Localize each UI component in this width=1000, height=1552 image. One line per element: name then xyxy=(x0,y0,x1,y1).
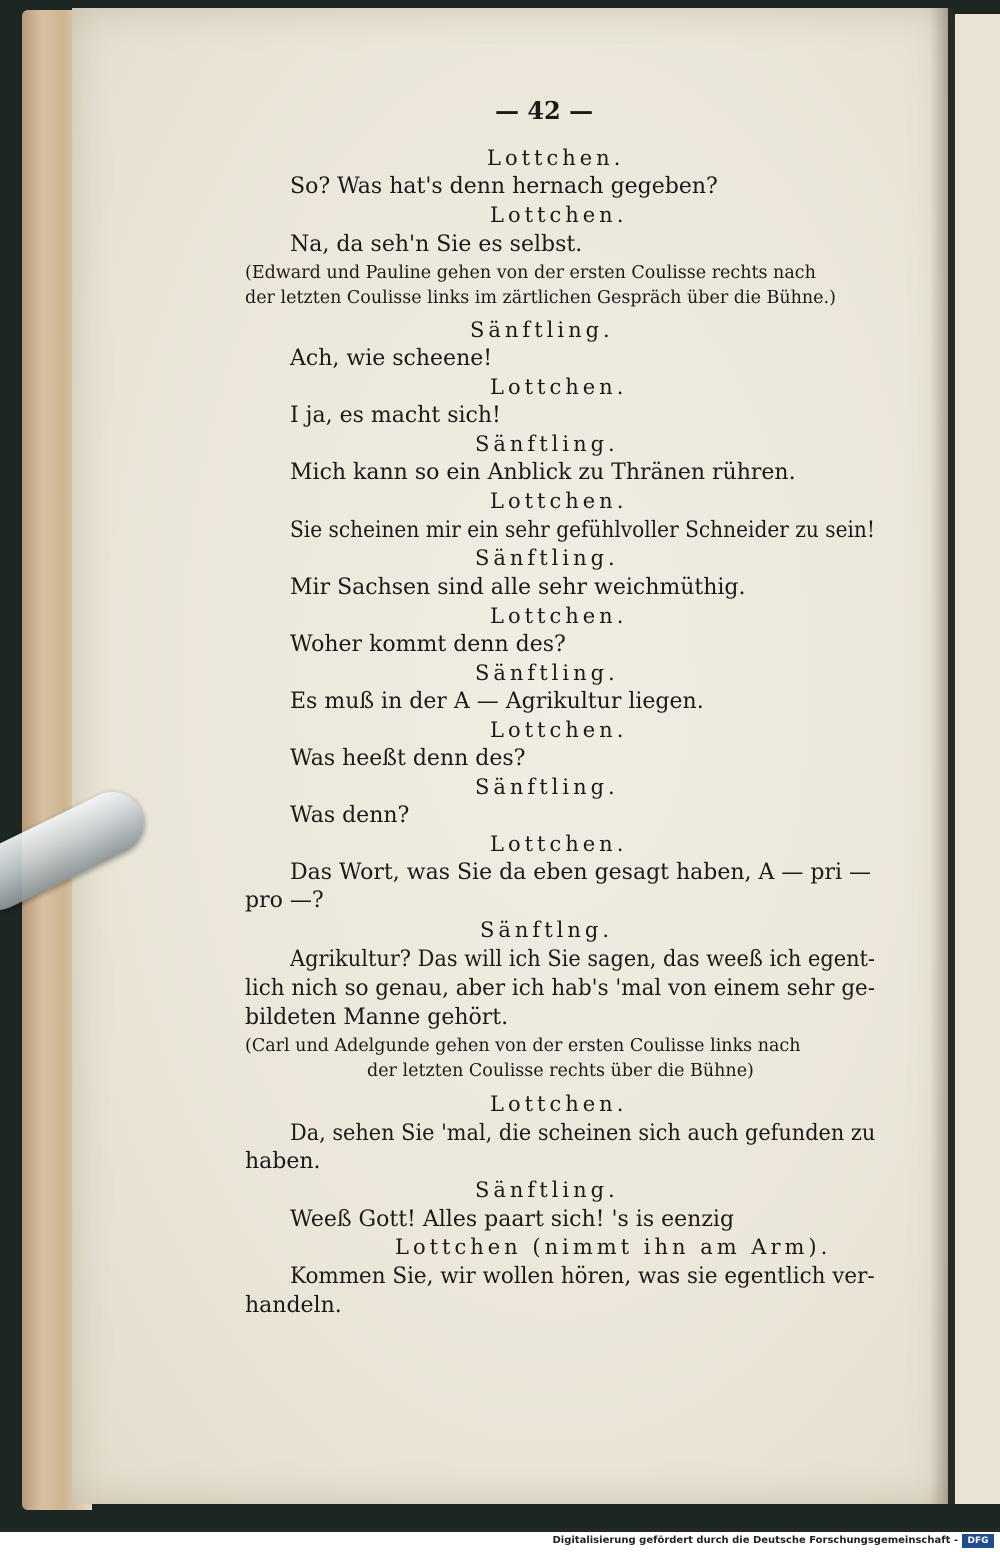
speaker-name: Sänftling. xyxy=(470,318,614,342)
spine-shadow xyxy=(930,8,952,1504)
speech-line: I ja, es macht sich! xyxy=(290,403,501,428)
speaker-name: Lottchen (nimmt ihn am Arm). xyxy=(395,1235,832,1259)
speech-line: Es muß in der A — Agrikultur liegen. xyxy=(290,689,704,714)
speaker-name: Lottchen. xyxy=(490,718,628,742)
speech-line: Na, da seh'n Sie es selbst. xyxy=(290,232,583,257)
speaker-name: Sänftling. xyxy=(475,546,619,570)
speech-line: Das Wort, was Sie da eben gesagt haben, A — pri — xyxy=(290,860,872,885)
speech-line: Ach, wie scheene! xyxy=(290,346,493,371)
speaker-name: Lottchen. xyxy=(490,375,628,399)
speech-line: bildeten Manne gehört. xyxy=(245,1005,509,1030)
speech-line: Was denn? xyxy=(290,803,410,828)
speech-line: haben. xyxy=(245,1149,321,1174)
speaker-name: Sänftling. xyxy=(475,1178,619,1202)
speech-line: Sie scheinen mir ein sehr gefühlvoller Schneider zu sein! xyxy=(290,518,875,543)
speech-line: pro —? xyxy=(245,888,324,913)
stage-direction: (Edward und Pauline gehen von der ersten Coulisse rechts nach xyxy=(245,263,816,283)
stage-direction: (Carl und Adelgunde gehen von der ersten Coulisse links nach xyxy=(245,1036,801,1056)
speaker-name: Lottchen. xyxy=(490,832,628,856)
speaker-name: Sänftling. xyxy=(475,661,619,685)
speaker-name: Lottchen. xyxy=(490,203,628,227)
funding-notice: Digitalisierung gefördert durch die Deutsche Forschungsgemeinschaft - xyxy=(552,1535,958,1546)
speaker-name: Lottchen. xyxy=(487,146,625,170)
speech-line: Woher kommt denn des? xyxy=(290,632,566,657)
speaker-name: Sänftling. xyxy=(475,432,619,456)
speech-line: Da, sehen Sie 'mal, die scheinen sich auch gefunden zu xyxy=(290,1121,876,1146)
stage-direction: der letzten Coulisse links im zärtlichen Gespräch über die Bühne.) xyxy=(245,288,836,308)
stage-direction: der letzten Coulisse rechts über die Bühne) xyxy=(367,1061,754,1081)
speaker-name: Sänftlng. xyxy=(480,918,614,942)
speech-line: Weeß Gott! Alles paart sich! 's is eenzig xyxy=(290,1207,735,1232)
page-number: — 42 — xyxy=(495,96,594,125)
speaker-name: Lottchen. xyxy=(490,1092,628,1116)
dfg-logo[interactable]: DFG xyxy=(962,1534,994,1548)
speaker-name: Sänftling. xyxy=(475,775,619,799)
speech-line: Mir Sachsen sind alle sehr weichmüthig. xyxy=(290,575,746,600)
speech-line: So? Was hat's denn hernach gegeben? xyxy=(290,174,718,199)
speech-line: handeln. xyxy=(245,1293,342,1318)
speaker-name: Lottchen. xyxy=(490,489,628,513)
speech-line: Was heeßt denn des? xyxy=(290,746,526,771)
speech-line: Kommen Sie, wir wollen hören, was sie egentlich ver- xyxy=(290,1264,875,1289)
speech-line: Mich kann so ein Anblick zu Thränen rühren. xyxy=(290,460,796,485)
footer-bar xyxy=(0,1532,1000,1552)
speaker-name: Lottchen. xyxy=(490,604,628,628)
speech-line: Agrikultur? Das will ich Sie sagen, das weeß ich egent- xyxy=(290,947,875,972)
facing-page-edge xyxy=(952,14,1000,1504)
speech-line: lich nich so genau, aber ich hab's 'mal von einem sehr ge- xyxy=(245,976,875,1001)
